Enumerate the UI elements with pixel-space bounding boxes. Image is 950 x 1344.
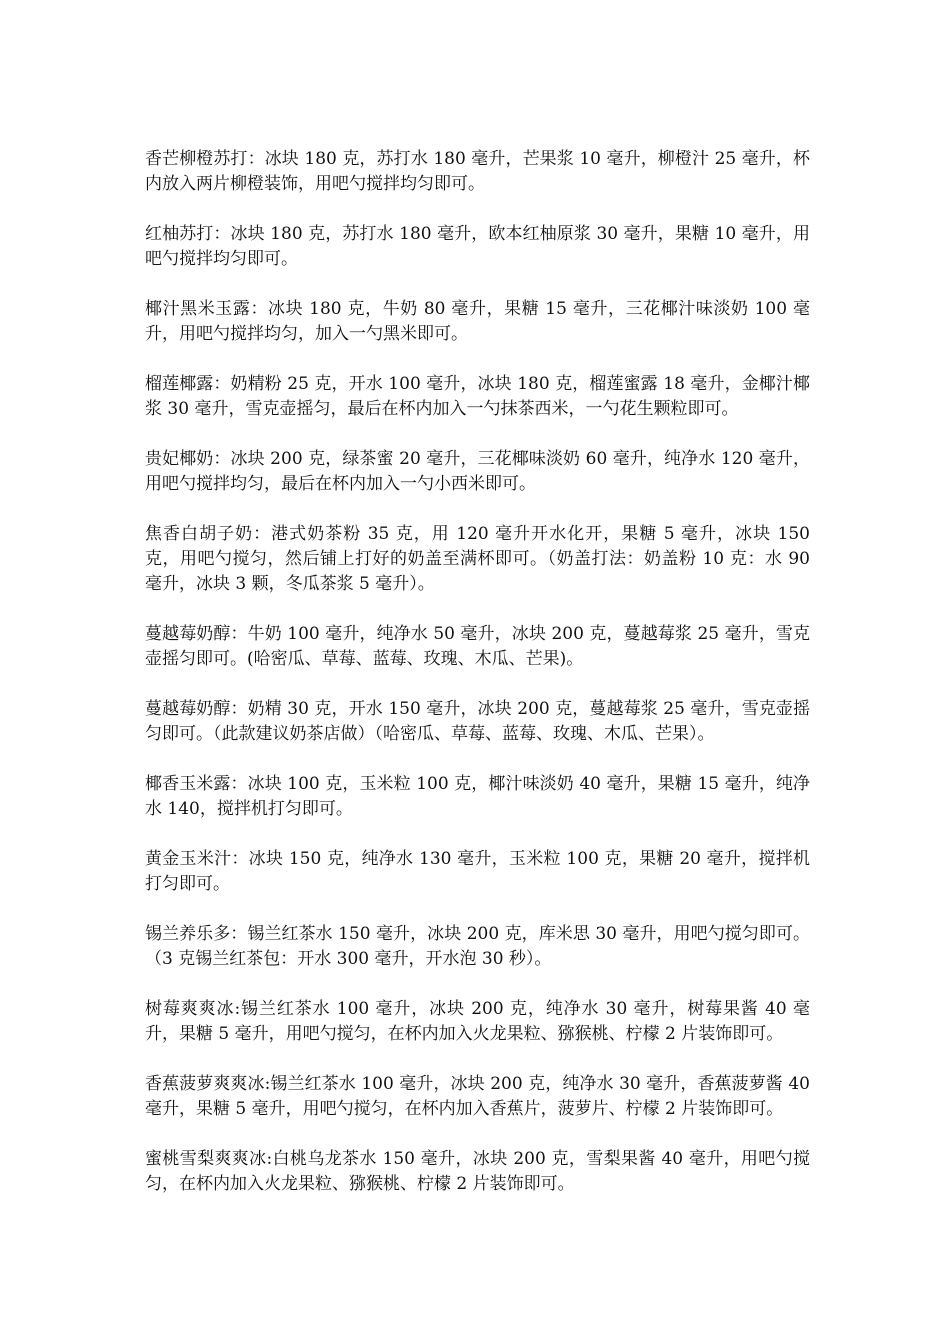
recipe-text: ：港式奶茶粉 35 克，用 120 毫升开水化开，果糖 5 毫升，冰块 150 克，用吧勺搅匀，然后铺上打好的奶盖至满杯即可。（奶盖打法：奶盖粉 10 克：水 90 毫升，冰块 3 颗，冬瓜茶浆 5 毫升）。 — [145, 524, 810, 594]
recipe-name: 焦香白胡子奶 — [145, 524, 254, 544]
recipe-text: ：冰块 180 克，苏打水 180 毫升，芒果浆 10 毫升，柳橙汁 25 毫升，杯内放入两片柳橙装饰，用吧勺搅拌均匀即可。 — [145, 149, 811, 194]
recipe-paragraph — [145, 997, 810, 1047]
recipe-paragraph — [145, 1072, 810, 1122]
recipe-list — [145, 147, 810, 1222]
recipe-text: :锡兰红茶水 100 毫升，冰块 200 克，纯净水 30 毫升，树莓果酱 40 毫升，果糖 5 毫升，用吧勺搅匀，在杯内加入火龙果粒、猕猴桃、柠檬 2 片装饰即可。 — [145, 999, 811, 1044]
recipe-text: ：奶精 30 克，开水 150 毫升，冰块 200 克，蔓越莓浆 25 毫升，雪克壶摇匀即可。（此款建议奶茶店做）（哈密瓜、草莓、蓝莓、玫瑰、木瓜、芒果）。 — [145, 699, 811, 744]
recipe-text: ：冰块 100 克，玉米粒 100 克，椰汁味淡奶 40 毫升，果糖 15 毫升，纯净水 140，搅拌机打匀即可。 — [145, 774, 811, 819]
recipe-name: 香芒柳橙苏打 — [145, 149, 248, 169]
recipe-name: 树莓爽爽冰 — [145, 999, 235, 1019]
recipe-name: 椰香玉米露 — [145, 774, 231, 794]
recipe-text: ：冰块 180 克，牛奶 80 毫升，果糖 15 毫升，三花椰汁味淡奶 100 毫升，用吧勺搅拌均匀，加入一勺黑米即可。 — [145, 299, 811, 344]
recipe-text: ：冰块 150 克，纯净水 130 毫升，玉米粒 100 克，果糖 20 毫升，搅拌机打匀即可。 — [145, 849, 810, 894]
recipe-name: 榴莲椰露 — [145, 374, 214, 394]
recipe-paragraph — [145, 372, 810, 422]
recipe-name: 蔓越莓奶醇 — [145, 624, 231, 644]
recipe-text: ：奶精粉 25 克，开水 100 毫升，冰块 180 克，榴莲蜜露 18 毫升，金椰汁椰浆 30 毫升，雪克壶摇匀，最后在杯内加入一勺抹茶西米，一勺花生颗粒即可。 — [145, 374, 810, 419]
recipe-paragraph — [145, 222, 810, 272]
recipe-text: ：冰块 180 克，苏打水 180 毫升，欧本红柚原浆 30 毫升，果糖 10 毫升，用吧勺搅拌均匀即可。 — [145, 224, 810, 269]
recipe-paragraph — [145, 297, 810, 347]
recipe-name: 椰汁黑米玉露 — [145, 299, 251, 319]
recipe-paragraph — [145, 147, 810, 197]
recipe-paragraph — [145, 922, 810, 972]
recipe-name: 黄金玉米汁 — [145, 849, 232, 869]
recipe-text: :白桃乌龙茶水 150 毫升，冰块 200 克，雪梨果酱 40 毫升，用吧勺搅匀，在杯内加入火龙果粒、猕猴桃、柠檬 2 片装饰即可。 — [145, 1149, 811, 1194]
recipe-paragraph — [145, 772, 810, 822]
recipe-name: 红柚苏打 — [145, 224, 214, 244]
recipe-name: 香蕉菠萝爽爽冰 — [145, 1074, 265, 1094]
recipe-paragraph — [145, 847, 810, 897]
recipe-text: :锡兰红茶水 100 毫升，冰块 200 克，纯净水 30 毫升，香蕉菠萝酱 40 毫升，果糖 5 毫升，用吧勺搅匀，在杯内加入香蕉片，菠萝片、柠檬 2 片装饰即可。 — [145, 1074, 810, 1119]
recipe-paragraph — [145, 447, 810, 497]
recipe-name: 蜜桃雪梨爽爽冰 — [145, 1149, 267, 1169]
recipe-paragraph — [145, 1147, 810, 1197]
recipe-text: ：冰块 200 克，绿茶蜜 20 毫升，三花椰味淡奶 60 毫升，纯净水 120 毫升，用吧勺搅拌均匀，最后在杯内加入一勺小西米即可。 — [145, 449, 810, 494]
recipe-name: 贵妃椰奶 — [145, 449, 214, 469]
recipe-paragraph — [145, 697, 810, 747]
recipe-name: 蔓越莓奶醇 — [145, 699, 231, 719]
recipe-paragraph — [145, 522, 810, 597]
recipe-name: 锡兰养乐多 — [145, 924, 231, 944]
recipe-paragraph — [145, 622, 810, 672]
recipe-text: ：锡兰红茶水 150 毫升，冰块 200 克，库米思 30 毫升，用吧勺搅匀即可。（3 克锡兰红茶包：开水 300 毫升，开水泡 30 秒）。 — [145, 924, 811, 969]
recipe-text: ：牛奶 100 毫升，纯净水 50 毫升，冰块 200 克，蔓越莓浆 25 毫升，雪克壶摇匀即可。(哈密瓜、草莓、蓝莓、玫瑰、木瓜、芒果)。 — [145, 624, 811, 669]
